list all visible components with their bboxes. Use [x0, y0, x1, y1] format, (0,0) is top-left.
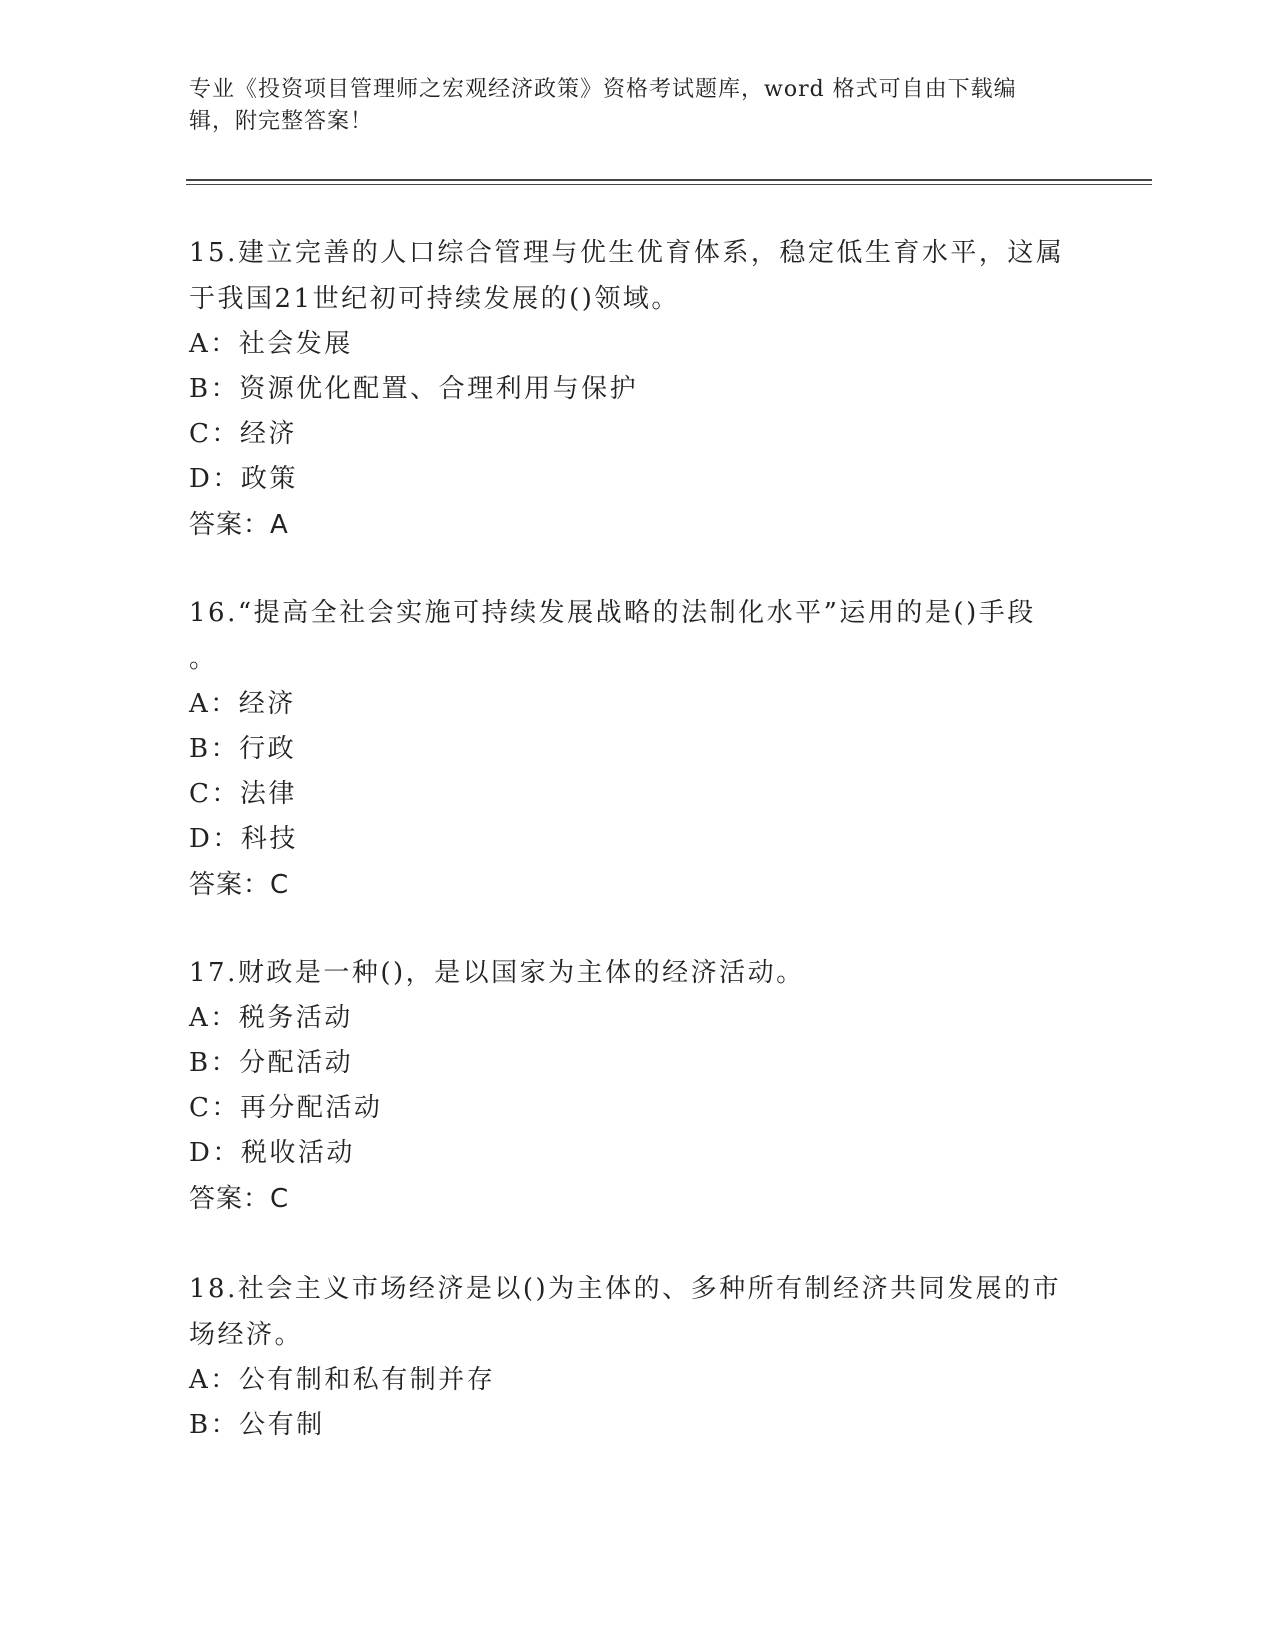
option-d: D：科技 [189, 824, 298, 854]
question-stem-line: 场经济。 [189, 1320, 304, 1350]
question-stem-line: 18.社会主义市场经济是以()为主体的、多种所有制经济共同发展的市 [189, 1274, 1062, 1304]
question-stem-line: 16.“提高全社会实施可持续发展战略的法制化水平”运用的是()手段 [189, 598, 1036, 628]
header-line-1: 专业《投资项目管理师之宏观经济政策》资格考试题库，word 格式可自由下载编 [189, 77, 1017, 102]
question-stem-line: 。 [189, 644, 218, 674]
header-line-2: 辑，附完整答案！ [189, 109, 374, 134]
option-c: C：再分配活动 [189, 1093, 383, 1123]
question-stem-line: 17.财政是一种()，是以国家为主体的经济活动。 [189, 958, 805, 988]
question-stem-line: 于我国21世纪初可持续发展的()领域。 [189, 284, 680, 314]
question-15 [189, 230, 1089, 548]
header-divider-thin [186, 184, 1152, 185]
option-b: B：分配活动 [189, 1048, 354, 1078]
document-header [189, 74, 1069, 138]
answer-line: 答案：C [189, 1184, 290, 1214]
option-a: A：经济 [189, 689, 296, 719]
option-a: A：税务活动 [189, 1003, 353, 1033]
option-b: B：资源优化配置、合理利用与保护 [189, 374, 639, 404]
header-divider-thick [186, 179, 1152, 181]
option-b: B：行政 [189, 734, 297, 764]
question-stem-line: 15.建立完善的人口综合管理与优生优育体系，稳定低生育水平，这属 [189, 238, 1065, 268]
option-b: B：公有制 [189, 1410, 325, 1440]
option-a: A：公有制和私有制并存 [189, 1365, 496, 1395]
option-c: C：经济 [189, 419, 297, 449]
answer-line: 答案：A [189, 510, 289, 540]
option-a: A：社会发展 [189, 329, 353, 359]
option-d: D：税收活动 [189, 1138, 355, 1168]
question-18 [189, 1266, 1089, 1448]
question-17 [189, 950, 1089, 1222]
option-c: C：法律 [189, 779, 297, 809]
answer-line: 答案：C [189, 870, 290, 900]
option-d: D：政策 [189, 464, 298, 494]
question-16 [189, 590, 1089, 908]
